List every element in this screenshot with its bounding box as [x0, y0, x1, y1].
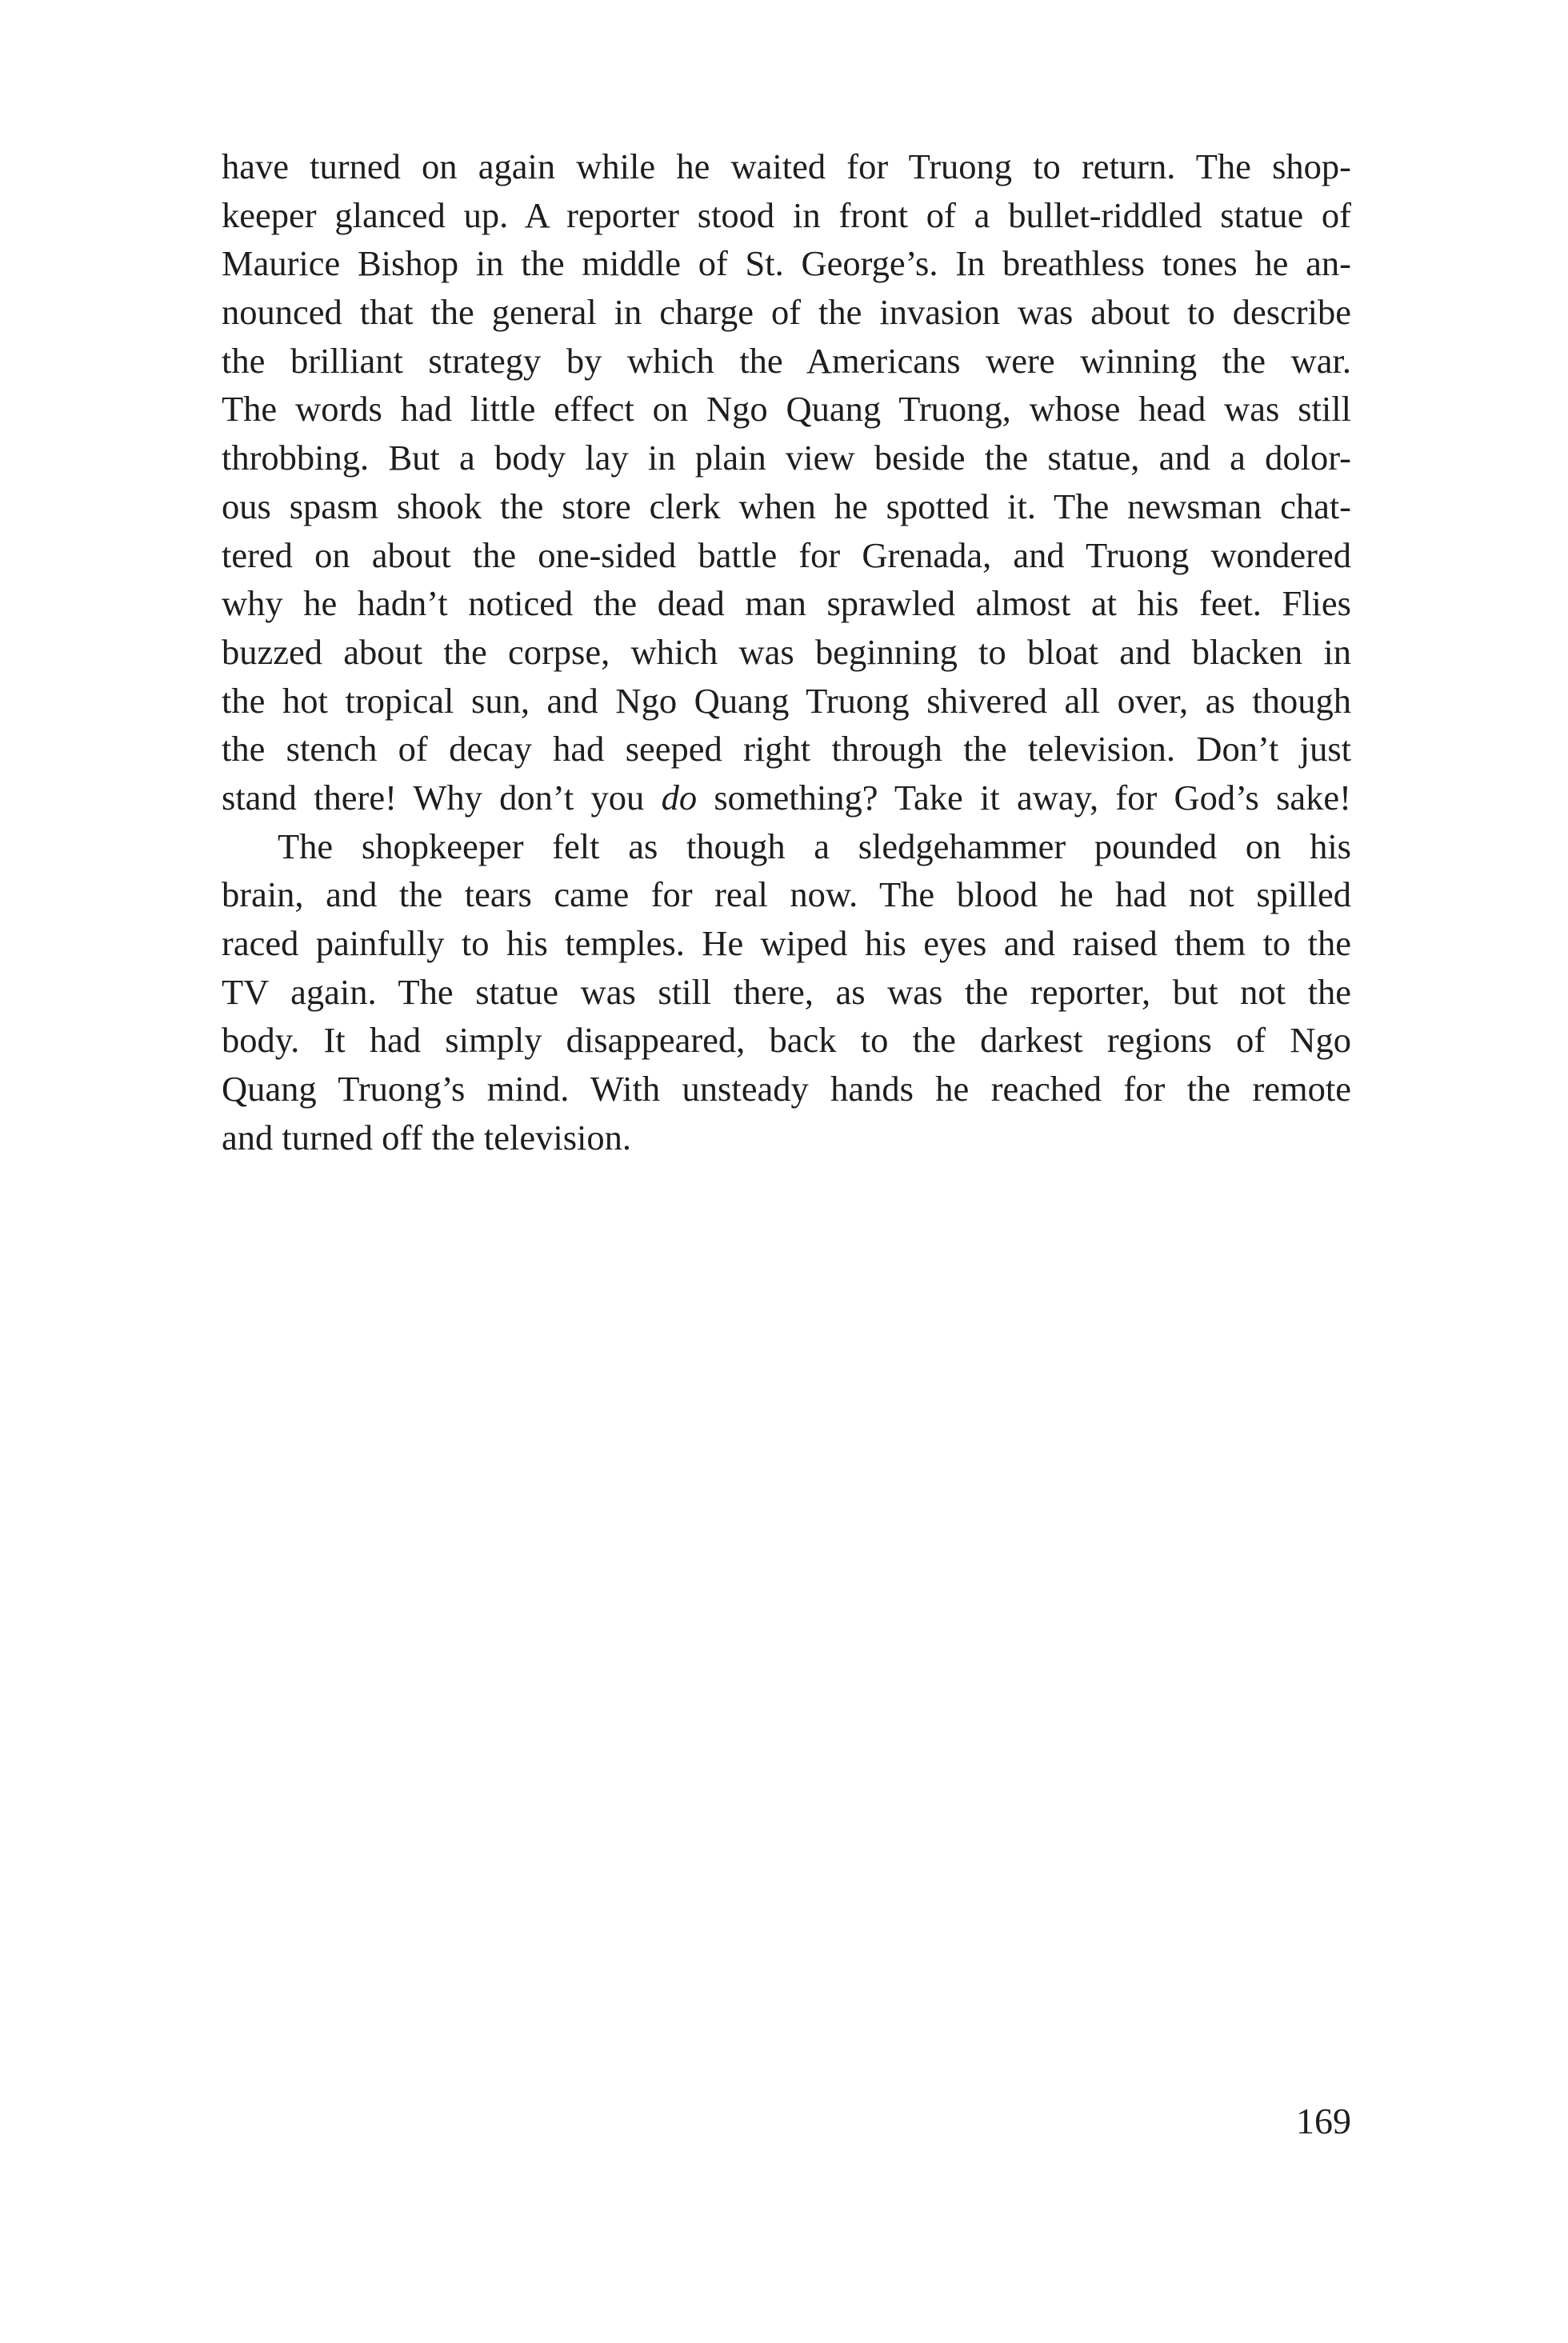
text-line: buzzed about the corpse, which was beginning to bloat and blacken in — [222, 631, 1351, 672]
text-line: have turned on again while he waited for Truong to return. The shop- — [222, 146, 1351, 186]
emphasis-text: do — [661, 777, 698, 818]
page-number: 169 — [1296, 2101, 1351, 2141]
text-line: and turned off the television. — [222, 1117, 632, 1158]
text-line: the stench of decay had seeped right through the television. Don’t just — [222, 729, 1351, 770]
text-line: throbbing. But a body lay in plain view beside the statue, and a dolor- — [222, 438, 1351, 478]
text-line-segment: stand there! Why don’t you — [222, 777, 662, 818]
body-text — [222, 142, 1351, 1162]
text-line: keeper glanced up. A reporter stood in front of a bullet-riddled statue of — [222, 194, 1351, 235]
text-line: why he hadn’t noticed the dead man sprawled almost at his feet. Flies — [222, 583, 1351, 624]
text-line: ous spasm shook the store clerk when he spotted it. The newsman chat- — [222, 486, 1351, 526]
text-line: Quang Truong’s mind. With unsteady hands he reached for the remote — [222, 1069, 1351, 1110]
text-line: body. It had simply disappeared, back to the darkest regions of Ngo — [222, 1020, 1351, 1061]
text-line: tered on about the one-sided battle for Grenada, and Truong wondered — [222, 534, 1351, 575]
text-line: Maurice Bishop in the middle of St. George’s. In breathless tones he an- — [222, 243, 1351, 284]
text-line — [222, 774, 1351, 822]
text-line: brain, and the tears came for real now. The blood he had not spilled — [222, 874, 1351, 915]
text-line: The words had little effect on Ngo Quang Truong, whose head was still — [222, 389, 1351, 430]
text-line: raced painfully to his temples. He wiped his eyes and raised them to the — [222, 923, 1351, 963]
text-line: The shopkeeper felt as though a sledgehammer pounded on his — [278, 826, 1351, 866]
text-line: nounced that the general in charge of the invasion was about to describe — [222, 292, 1351, 333]
text-line: TV again. The statue was still there, as was the reporter, but not the — [222, 971, 1351, 1012]
text-line: the brilliant strategy by which the Americans were winning the war. — [222, 340, 1351, 381]
text-line-segment: something? Take it away, for God’s sake! — [697, 777, 1351, 818]
text-line: the hot tropical sun, and Ngo Quang Truong shivered all over, as though — [222, 680, 1351, 721]
